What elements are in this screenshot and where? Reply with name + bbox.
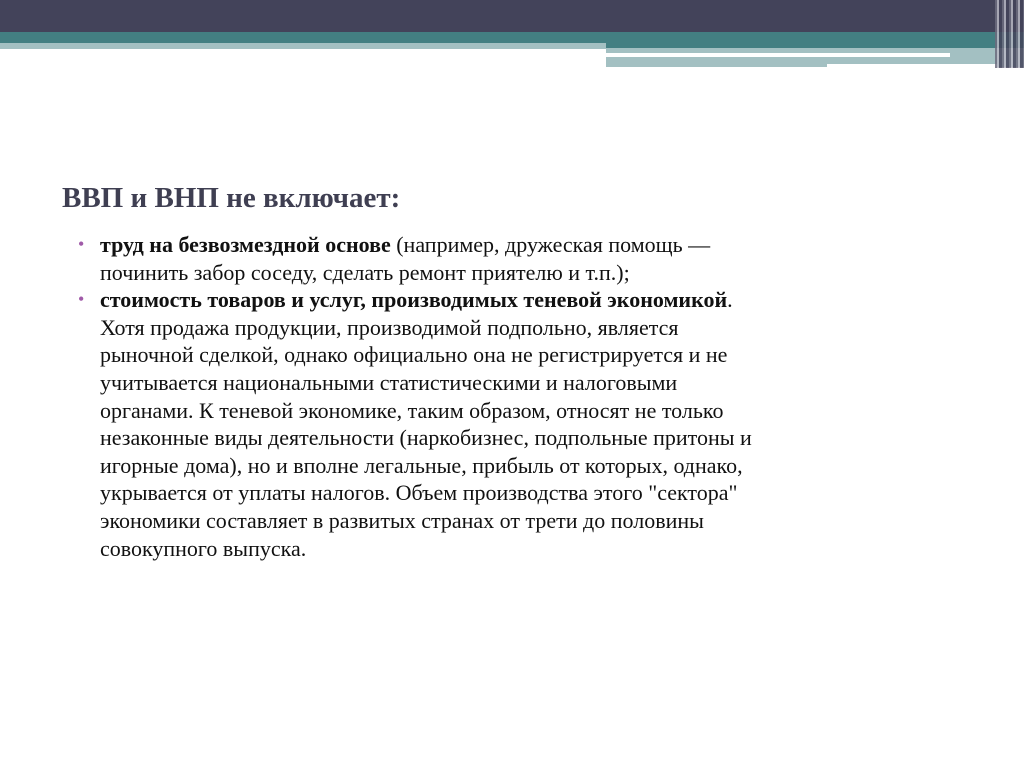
slide-title: ВВП и ВНП не включает: bbox=[62, 182, 401, 214]
header-teal-bar bbox=[0, 32, 1024, 43]
bullet-line: экономики составляет в развитых странах от трети до половины bbox=[100, 507, 704, 533]
bullet-line: Хотя продажа продукции, производимой подпольно, является bbox=[100, 314, 679, 340]
bullet-dot-icon: • bbox=[78, 289, 85, 310]
bullet-item bbox=[78, 231, 1000, 286]
bullet-line: починить забор соседу, сделать ремонт приятелю и т.п.); bbox=[100, 259, 630, 285]
bullet-first-line bbox=[100, 286, 1000, 314]
bullet-text: . bbox=[727, 287, 733, 313]
bullet-dot-icon: • bbox=[78, 234, 85, 254]
bullet-list bbox=[78, 231, 1000, 562]
header-white-line bbox=[606, 53, 950, 57]
bullet-text: (например, дружеская помощь — bbox=[390, 232, 711, 257]
bullet-line: незаконные виды деятельности (наркобизнес, подпольные притоны и bbox=[100, 425, 752, 451]
bullet-line: укрывается от уплаты налогов. Объем производства этого "сектора" bbox=[100, 480, 738, 506]
bullet-line: органами. К теневой экономике, таким образом, относят не только bbox=[100, 397, 724, 423]
header-white-line-short bbox=[827, 64, 997, 68]
bullet-item bbox=[78, 286, 1000, 562]
header-light-stripe bbox=[0, 43, 606, 49]
bullet-line: совокупного выпуска. bbox=[100, 535, 307, 561]
bullet-line: учитывается национальными статистическими и налоговыми bbox=[100, 369, 678, 395]
bullet-bold-text: труд на безвозмездной основе bbox=[100, 232, 391, 257]
bullet-line: рыночной сделкой, однако официально она не регистрируется и не bbox=[100, 342, 728, 368]
bullet-bold-text: стоимость товаров и услуг, производимых теневой экономикой bbox=[100, 287, 728, 313]
header-dark-bar bbox=[0, 0, 1024, 32]
header-edge-stripes bbox=[995, 0, 1024, 68]
bullet-line: игорные дома), но и вполне легальные, прибыль от которых, однако, bbox=[100, 452, 743, 478]
bullet-first-line bbox=[100, 231, 1000, 259]
